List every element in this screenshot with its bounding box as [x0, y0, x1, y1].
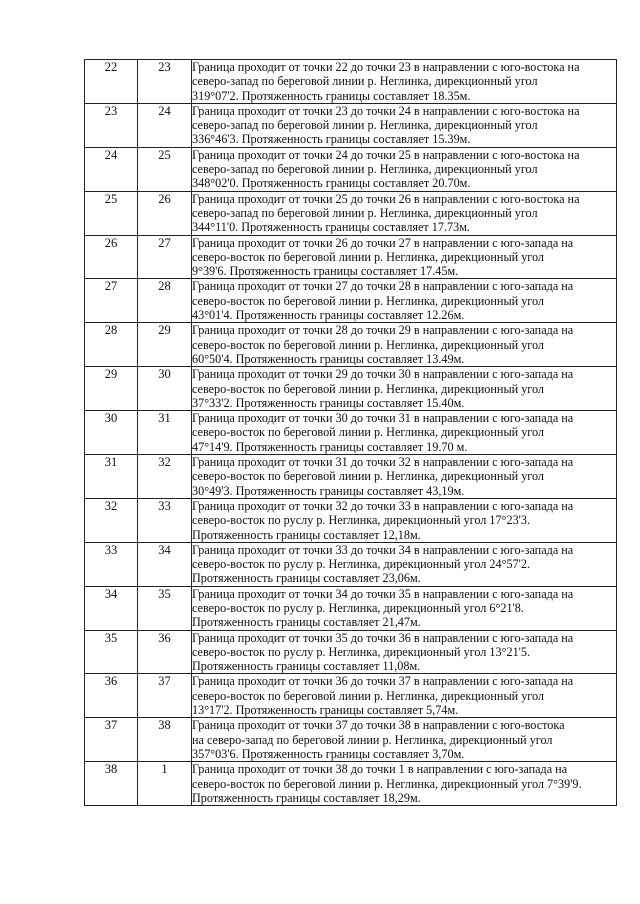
point-to-cell: 32	[138, 455, 192, 499]
description-line: 13°17'2. Протяженность границы составляет 5,74м.	[192, 703, 459, 718]
point-from-cell: 26	[85, 235, 138, 279]
boundary-description-cell	[192, 147, 617, 191]
table-row	[85, 542, 617, 586]
point-to-cell: 33	[138, 498, 192, 542]
boundary-description-cell	[192, 498, 617, 542]
point-from-cell: 36	[85, 674, 138, 718]
point-from-cell: 33	[85, 542, 138, 586]
description-line: Граница проходит от точки 29 до точки 30 в направлении с юго-запада на	[192, 367, 574, 382]
boundary-description-cell	[192, 279, 617, 323]
boundary-table	[84, 59, 617, 806]
table-row	[85, 718, 617, 762]
description-line: северо-восток по руслу р. Неглинка, дирекционный угол 17°23'3.	[192, 513, 530, 528]
table-row	[85, 191, 617, 235]
description-line: северо-восток по береговой линии р. Неглинка, дирекционный угол	[192, 425, 545, 440]
table-row	[85, 411, 617, 455]
point-from-cell: 32	[85, 498, 138, 542]
description-line: Граница проходит от точки 23 до точки 24 в направлении с юго-востока на	[192, 103, 580, 118]
point-from-cell: 35	[85, 630, 138, 674]
table-row	[85, 762, 617, 806]
description-line: 47°14'9. Протяженность границы составляет 19.70 м.	[192, 439, 468, 454]
table-row	[85, 60, 617, 104]
table-row	[85, 455, 617, 499]
description-line: Протяженность границы составляет 11,08м.	[192, 659, 421, 674]
description-line: на северо-запад по береговой линии р. Неглинка, дирекционный угол	[192, 732, 553, 747]
description-line: 336°46'3. Протяженность границы составляет 15.39м.	[192, 132, 471, 147]
description-line: 348°02'0. Протяженность границы составляет 20.70м.	[192, 176, 471, 191]
point-from-cell: 37	[85, 718, 138, 762]
point-to-cell: 29	[138, 323, 192, 367]
table-row	[85, 147, 617, 191]
description-line: 60°50'4. Протяженность границы составляет 13.49м.	[192, 351, 465, 366]
boundary-description-cell	[192, 103, 617, 147]
table-row	[85, 323, 617, 367]
description-line: Протяженность границы составляет 23,06м.	[192, 571, 421, 586]
description-line: Граница проходит от точки 30 до точки 31 в направлении с юго-запада на	[192, 411, 574, 426]
table-row	[85, 498, 617, 542]
description-line: Граница проходит от точки 24 до точки 25 в направлении с юго-востока на	[192, 147, 580, 162]
description-line: 30°49'3. Протяженность границы составляет 43,19м.	[192, 483, 465, 498]
description-line: Граница проходит от точки 35 до точки 36 в направлении с юго-запада на	[192, 630, 574, 645]
description-line: северо-восток по руслу р. Неглинка, дирекционный угол 13°21'5.	[192, 644, 530, 659]
boundary-description-cell	[192, 674, 617, 718]
point-from-cell: 25	[85, 191, 138, 235]
description-line: Граница проходит от точки 25 до точки 26 в направлении с юго-востока на	[192, 191, 580, 206]
description-line: 9°39'6. Протяженность границы составляет 17.45м.	[192, 264, 459, 279]
description-line: северо-запад по береговой линии р. Неглинка, дирекционный угол	[192, 162, 538, 177]
description-line: Граница проходит от точки 27 до точки 28 в направлении с юго-запада на	[192, 279, 574, 294]
description-line: северо-восток по береговой линии р. Неглинка, дирекционный угол	[192, 293, 545, 308]
point-to-cell: 37	[138, 674, 192, 718]
table-row	[85, 367, 617, 411]
description-line: северо-восток по береговой линии р. Неглинка, дирекционный угол	[192, 688, 545, 703]
description-line: 37°33'2. Протяженность границы составляет 15.40м.	[192, 395, 465, 410]
description-line: Граница проходит от точки 31 до точки 32 в направлении с юго-запада на	[192, 455, 574, 470]
point-from-cell: 22	[85, 60, 138, 104]
point-from-cell: 28	[85, 323, 138, 367]
table-row	[85, 586, 617, 630]
point-from-cell: 24	[85, 147, 138, 191]
description-line: 357°03'6. Протяженность границы составляет 3,70м.	[192, 746, 465, 761]
point-from-cell: 27	[85, 279, 138, 323]
point-to-cell: 26	[138, 191, 192, 235]
table-row	[85, 630, 617, 674]
point-to-cell: 1	[138, 762, 192, 806]
description-line: северо-восток по береговой линии р. Неглинка, дирекционный угол	[192, 337, 545, 352]
point-to-cell: 36	[138, 630, 192, 674]
description-line: северо-запад по береговой линии р. Неглинка, дирекционный угол	[192, 74, 538, 89]
description-line: 344°11'0. Протяженность границы составляет 17.73м.	[192, 220, 470, 235]
boundary-description-cell	[192, 60, 617, 104]
point-from-cell: 30	[85, 411, 138, 455]
point-to-cell: 34	[138, 542, 192, 586]
description-line: северо-восток по береговой линии р. Неглинка, дирекционный угол	[192, 249, 545, 264]
description-line: северо-восток по береговой линии р. Неглинка, дирекционный угол	[192, 381, 545, 396]
boundary-description-cell	[192, 542, 617, 586]
description-line: Протяженность границы составляет 18,29м.	[192, 790, 421, 805]
boundary-description-cell	[192, 630, 617, 674]
description-line: Протяженность границы составляет 21,47м.	[192, 615, 421, 630]
description-line: северо-восток по руслу р. Неглинка, дирекционный угол 24°57'2.	[192, 557, 530, 572]
point-to-cell: 31	[138, 411, 192, 455]
boundary-description-cell	[192, 718, 617, 762]
description-line: северо-восток по руслу р. Неглинка, дирекционный угол 6°21'8.	[192, 600, 524, 615]
point-from-cell: 29	[85, 367, 138, 411]
point-to-cell: 24	[138, 103, 192, 147]
table-row	[85, 103, 617, 147]
description-line: северо-восток по береговой линии р. Неглинка, дирекционный угол	[192, 469, 545, 484]
point-from-cell: 34	[85, 586, 138, 630]
table-row	[85, 235, 617, 279]
boundary-description-cell	[192, 455, 617, 499]
description-line: Граница проходит от точки 36 до точки 37 в направлении с юго-запада на	[192, 674, 574, 689]
description-line: северо-запад по береговой линии р. Неглинка, дирекционный угол	[192, 205, 538, 220]
description-line: Граница проходит от точки 22 до точки 23 в направлении с юго-востока на	[192, 60, 580, 74]
point-to-cell: 25	[138, 147, 192, 191]
description-line: Граница проходит от точки 38 до точки 1 в направлении с юго-запада на	[192, 762, 568, 777]
description-line: Граница проходит от точки 33 до точки 34 в направлении с юго-запада на	[192, 542, 574, 557]
boundary-description-cell	[192, 367, 617, 411]
description-line: Граница проходит от точки 37 до точки 38 в направлении с юго-востока	[192, 718, 565, 733]
point-from-cell: 31	[85, 455, 138, 499]
boundary-description-cell	[192, 762, 617, 806]
description-line: Граница проходит от точки 34 до точки 35 в направлении с юго-запада на	[192, 586, 574, 601]
description-line: Граница проходит от точки 26 до точки 27 в направлении с юго-запада на	[192, 235, 574, 250]
point-from-cell: 38	[85, 762, 138, 806]
description-line: 319°07'2. Протяженность границы составляет 18.35м.	[192, 88, 471, 103]
boundary-description-cell	[192, 191, 617, 235]
point-to-cell: 28	[138, 279, 192, 323]
description-line: 43°01'4. Протяженность границы составляет 12.26м.	[192, 308, 465, 323]
table-row	[85, 674, 617, 718]
description-line: северо-восток по береговой линии р. Неглинка, дирекционный угол 7°39'9.	[192, 776, 582, 791]
description-line: Граница проходит от точки 28 до точки 29 в направлении с юго-запада на	[192, 323, 574, 338]
description-line: северо-запад по береговой линии р. Неглинка, дирекционный угол	[192, 118, 538, 133]
point-to-cell: 23	[138, 60, 192, 104]
boundary-table-body	[85, 60, 617, 806]
point-from-cell: 23	[85, 103, 138, 147]
point-to-cell: 30	[138, 367, 192, 411]
description-line: Граница проходит от точки 32 до точки 33 в направлении с юго-запада на	[192, 498, 574, 513]
boundary-description-cell	[192, 586, 617, 630]
table-row	[85, 279, 617, 323]
point-to-cell: 27	[138, 235, 192, 279]
boundary-description-cell	[192, 411, 617, 455]
point-to-cell: 35	[138, 586, 192, 630]
boundary-description-cell	[192, 235, 617, 279]
boundary-description-cell	[192, 323, 617, 367]
point-to-cell: 38	[138, 718, 192, 762]
description-line: Протяженность границы составляет 12,18м.	[192, 527, 421, 542]
